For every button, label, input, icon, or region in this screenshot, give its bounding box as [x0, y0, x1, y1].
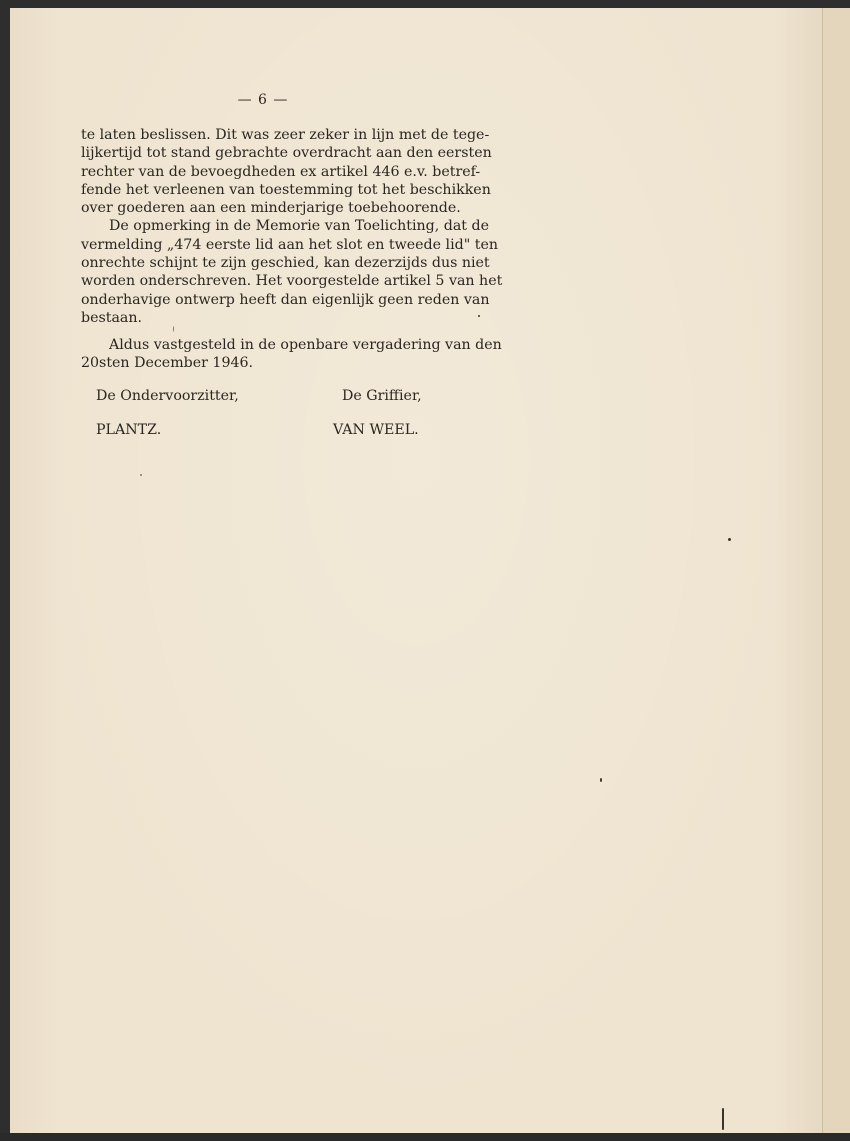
text-line: 20sten December 1946. — [81, 355, 254, 372]
next-page-edge — [822, 8, 850, 1141]
vice-chair-title: De Ondervoorzitter, — [96, 388, 239, 404]
text-line: lijkertijd tot stand gebrachte overdracht aan den eersten — [81, 145, 492, 162]
text-line: vermelding „474 eerste lid aan het slot en tweede lid" ten — [81, 236, 498, 253]
text-line: bestaan. — [81, 309, 143, 326]
vice-chair-name: PLANTZ. — [96, 422, 162, 438]
text-line: onrechte schijnt te zijn geschied, kan dezerzijds dus niet — [81, 255, 490, 272]
paper-speck — [478, 315, 480, 317]
text-line: te laten beslissen. Dit was zeer zeker in lijn met de tege- — [81, 127, 490, 143]
clerk-name: VAN WEEL. — [333, 422, 419, 438]
paper-speck — [722, 1108, 724, 1130]
text-line: over goederen aan een minderjarige toebehoorende. — [81, 200, 461, 217]
page-number: — 6 — — [237, 92, 289, 108]
body-text — [81, 126, 503, 327]
text-line: rechter van de bevoegdheden ex artikel 446 e.v. betref- — [81, 163, 481, 180]
text-line: De opmerking in de Memorie van Toelichting, dat de — [109, 218, 489, 235]
paper-speck — [600, 778, 602, 782]
clerk-title: De Griffier, — [342, 388, 422, 404]
text-line: Aldus vastgesteld in de openbare vergadering van den — [109, 337, 502, 353]
text-line: onderhavige ontwerp heeft dan eigenlijk geen reden van — [81, 291, 490, 308]
paper-speck — [140, 474, 142, 476]
scan-bottom-edge — [0, 1133, 850, 1141]
text-line: fende het verleenen van toestemming tot het beschikken — [81, 181, 491, 198]
closing-text — [81, 336, 502, 373]
text-line: worden onderschreven. Het voorgestelde artikel 5 van het — [81, 273, 503, 290]
paper-speck — [728, 538, 731, 541]
